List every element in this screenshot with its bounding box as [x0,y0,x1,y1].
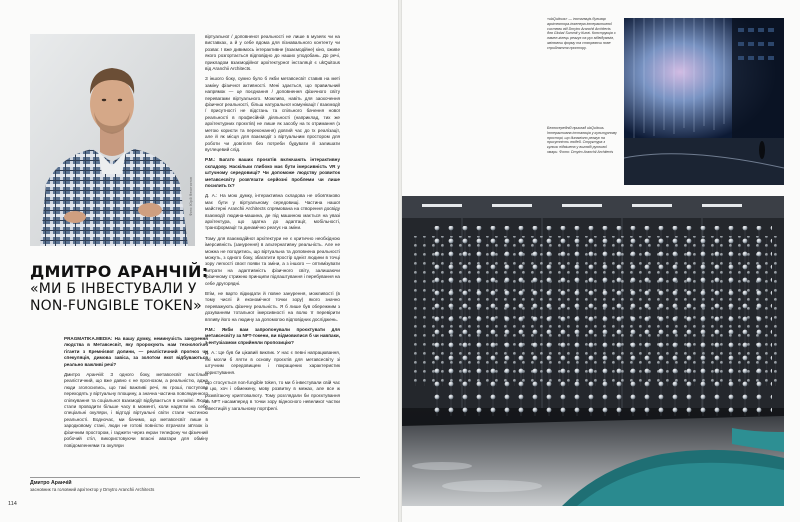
col2-paragraph-2: З іншого боку, сумно було б якби метавсесвіт ставив на меті заміну фізичної активності. Мені здається, що правильний напрямок — це поєднання / доповнення фізичного світу перевагами віртуального. Можливо, навіть для заохочення фізичної реальності, більш натуральної комунікації / взаємодії / присутності не відстань та спільного бачення нової реальності в професійній діяльності (наприклад, тих же архітектурних проєктів) не лише як засобу на їх отримання (з метою користи та переконання) довгий час до їх реалізації, але й як місця для взаємодії з віртуальним простором для роботи чи довгілля без потреби будувати й залишати вуглецевий слід. [205,76,340,152]
portrait-photo [30,34,195,246]
col2-answer-2: Д. А.: Це був би цікавий виклик. У нас є певні напрацювання, які могли б лягти в основу проєктів для метавсесвіту зі штучним середовищем і покращених характеристик користування. [205,350,340,375]
signature-role: засновник та головний архітектор у Dmytro Aranchii Architects [30,487,155,492]
article-heading [30,263,210,315]
author-signature [30,477,360,492]
installation-photo-exterior [624,18,784,185]
intro-question: PRAGMATIKA.MEDIA: На вашу думку, неминучість занурення людства в Метавсесвіт, яку пророкують нам технологічні гіганти з Кремнієвої долини, — реалістичний прогноз чи спекуляція, димова завіса, за золотом якої відбуваються реально важливі речі? [64,336,208,367]
col2-paragraph-1: віртуальної / доповненої реальності не лише в музеях чи на виставках, а й у себе вдома для пізнавального контенту чи розваг. І вже дивимось інтерактивне (взаємодійне) кіно, оживе якого розгортається відповідно до наших уподобань. До речі, прикладом взаємодійної архітектурної інсталяції є ukQuitous від Aranchii Architects. [205,34,340,72]
col2-question-2: P.M.: Якби вам запропонували проєктувати для метавсесвіту за NFT-токени, ви відмовилися б чи навпаки, з ентузіазмом сприйняли пропозицію? [205,327,340,345]
col2-paragraph-4: Втім, не варто відкидати й повне занурення, можливості (в тому числі й економічної точки зору) якого значно переважують фізичну реальність. Я б лише був обережним з дозуванням тотальної імерсивності на волю її перевірити впливу його на людину за допомогою відповідних досліджень. [205,291,340,322]
caption-mid: Безпосередній приклад ubQuitous. Інтерактивна інсталяція у культурному просторі, що динамічно реагує на присутність людей. Структура з кульок підвішена у вигляді рухливої хмари. Фото: Dmytro Aranchii Architects [547,126,617,154]
intro-answer: Дмитро Аранчій: З одного боку, метавсесвіт настільки реалістичний, що вже давно є не прогнозом, а реальністю, адже люди зголосились, що такі важливі речі, як гроші, поступово переходять у віртуальну площину, а значна частина повсякденного спілкування та соціальної взаємодії відбувається в онлайні. Люди стали проводити більше часу в моменті, коли надягли на себе спеціальні окуляри, і відтоді віртуальні світи стали частиною реальності. Водночас, ми бачимо, що метавсесвіт лише в зародковому стані, люди не готові повністю втрачати зв'язок із фізичним простором, і гаджети через екран телефону чи фізичний робочий стіл, використовуючи власні аватари для обміну повідомленнями та окуляри [64,372,208,448]
col2-answer-1: Д. А.: На мою думку, інтерактивна складова не обов'язково має бути у віртуальному середовищі. Частина нашої майстерні Aranchii Architects спрямована на створення досвіду взаємодії людина-машина, де під машиною мається на увазі архітектура, що здатна до адаптації, мобільності, трансформації та динамічно реагує на зміни. [205,193,340,231]
column-two [205,34,340,416]
page-number: 114 [8,501,17,507]
photo-credit: Фото: Юрій Феоктистов [189,177,193,216]
col2-paragraph-3: Тому для взаємодійної архітектури не є критично необхідною імерсивність (занурення) в альтернативну реальність. Але не можна не погодитись, що віртуальна та доповнена реальності можуть, з одного боку, збагатити простір однієї людини в точці зору легкості своєї появи та зміни, а з іншого — оптимізувати витрати на адаптивність фізичного світу, залишаючи фізичному стрижню принципи підлаштування і перебування на себе другорядні. [205,235,340,286]
caption-top: «ubQuitous» — інсталяція-бульвар архітектора-інженера інтерактивної системи від Dmytro Aranchii Architects для Global Summit у Києві. Конструкція з ламел-кілець реагує на рух відвідувачів, змінюючи форму та створюючи нове сприйняття простору. [547,17,616,50]
installation-photo-interior [402,196,784,506]
intro-text [64,336,208,453]
signature-name: Дмитро Аранчій [30,480,72,486]
left-page [0,0,398,522]
col2-question-1: P.M.: Багато ваших проєктів включають інтерактивну складову. Наскільки глибоко має бути імерсивність VR у штучному середовищі? Чи допоможе людству розвиток метавсесвіту розв'язати серйозні проблеми чи лише посилить їх? [205,157,340,188]
col2-paragraph-5: Що стосується non-fungible token, то ми б інвестували свій час в цю, хоч і обмежену, мову розвитку в межах, але все ж розквітаючу криптовалюту. Тому розглядали би проєктування за NFT насамперед в точки зору відносного невеликої частки інвестицій у загальному портфелі. [205,379,340,411]
right-page [402,0,800,522]
article-quote: «МИ Б ІНВЕСТУВАЛИ У NON-FUNGIBLE TOKEN» [30,281,202,314]
article-title: ДМИТРО АРАНЧІЙ: [30,262,209,281]
